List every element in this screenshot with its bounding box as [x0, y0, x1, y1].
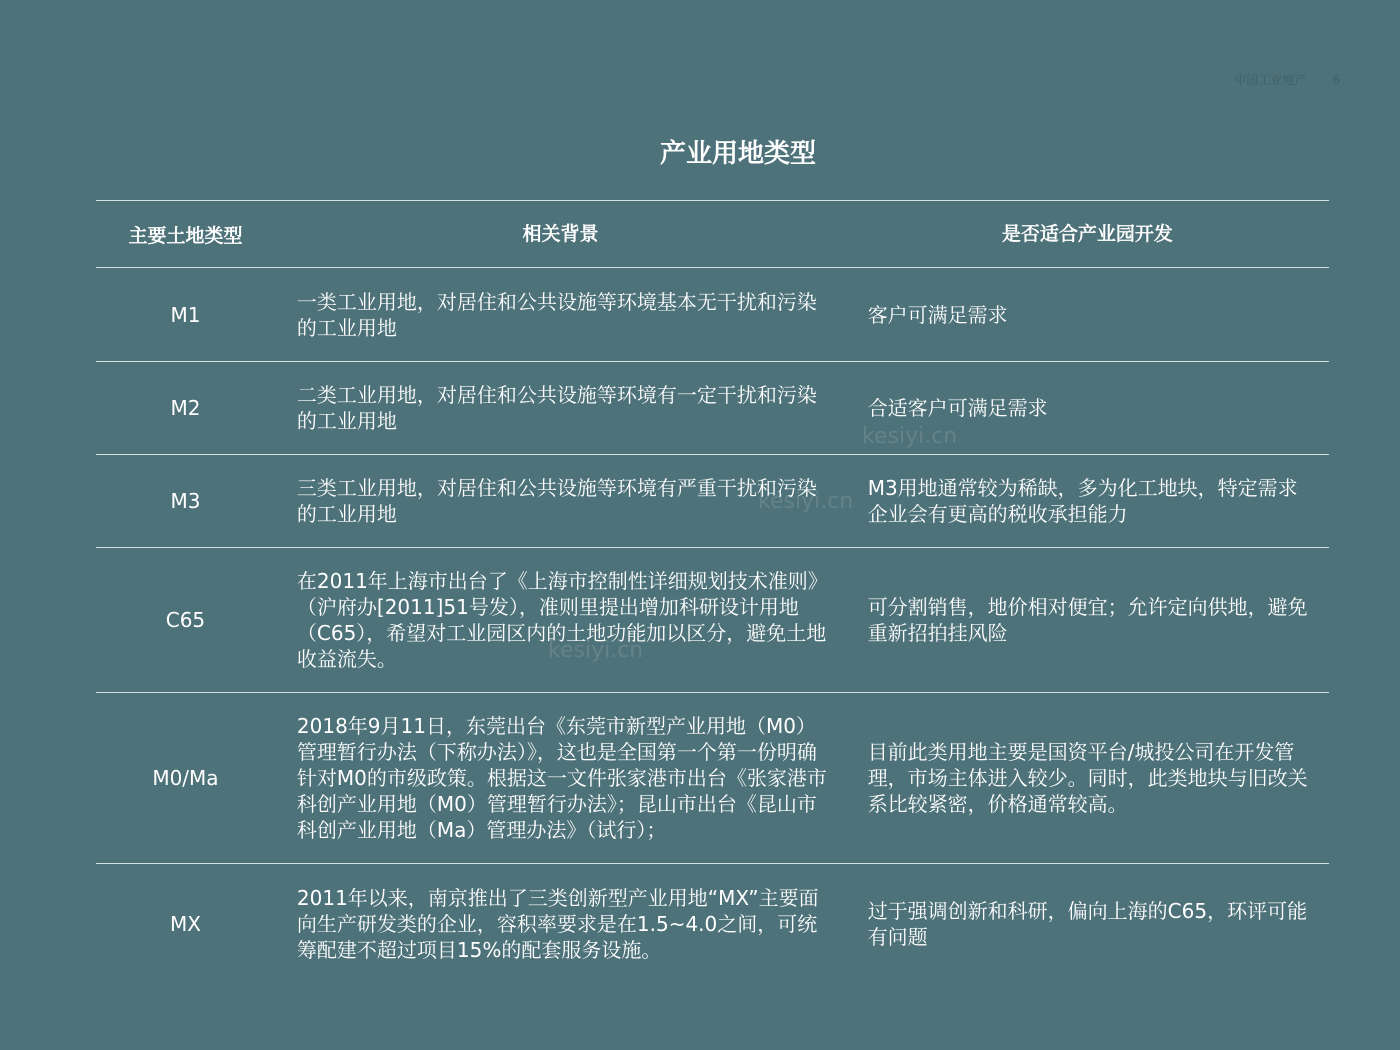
table-header-row	[96, 200, 1329, 267]
suitability-cell: 目前此类用地主要是国资平台/城投公司在开发管理，市场主体进入较少。同时，此类地块与旧改关系比较紧密，价格通常较高。	[867, 740, 1308, 816]
column-header-type: 主要土地类型	[128, 224, 243, 247]
table-row	[96, 454, 1329, 547]
background-cell: 一类工业用地，对居住和公共设施等环境基本无干扰和污染的工业用地	[296, 289, 817, 340]
land-type-cell: M2	[170, 396, 201, 420]
land-type-cell: M3	[170, 489, 201, 513]
watermark: kesiyi.cn	[862, 424, 958, 449]
suitability-cell: 合适客户可满足需求	[867, 396, 1048, 420]
page-title: 产业用地类型	[659, 139, 816, 169]
land-type-cell: M1	[170, 302, 201, 327]
table-row	[96, 692, 1329, 863]
table-row	[96, 267, 1329, 361]
watermark: kesiyi.cn	[758, 489, 854, 514]
column-header-background: 相关背景	[522, 223, 599, 245]
suitability-cell: 可分割销售，地价相对便宜；允许定向供地，避免重新招拍挂风险	[867, 595, 1308, 645]
table-row	[96, 547, 1329, 692]
background-cell: 二类工业用地，对居住和公共设施等环境有一定干扰和污染的工业用地	[296, 383, 817, 433]
suitability-cell: 过于强调创新和科研，偏向上海的C65，环评可能有问题	[867, 899, 1308, 949]
table-row	[96, 863, 1329, 984]
watermark: kesiyi.cn	[548, 638, 644, 663]
header-meta	[1234, 71, 1340, 88]
background-cell: 2018年9月11日，东莞出台《东莞市新型产业用地（M0）管理暂行办法（下称办法）》，这也是全国第一个第一份明确针对M0的市级政策。根据这一文件张家港市出台《张家港市科创产业用地（M0）管理暂行办法》；昆山市出台《昆山市科创产业用地（Ma）管理办法》（试行）；	[296, 714, 827, 842]
background-cell: 在2011年上海市出台了《上海市控制性详细规划技术准则》（沪府办[2011]51号发），准则里提出增加科研设计用地（C65），希望对工业园区内的土地功能加以区分，避免土地收益流失。	[296, 569, 827, 671]
land-type-cell: MX	[169, 912, 201, 936]
suitability-cell: M3用地通常较为稀缺，多为化工地块，特定需求企业会有更高的税收承担能力	[867, 476, 1298, 526]
source-label: 中国工业地产	[1234, 73, 1307, 87]
land-type-cell: C65	[165, 608, 206, 632]
column-header-suitability: 是否适合产业园开发	[1001, 223, 1173, 245]
table-row	[96, 361, 1329, 454]
land-type-table	[96, 200, 1329, 984]
background-cell: 2011年以来，南京推出了三类创新型产业用地“MX”主要面向生产研发类的企业，容积率要求是在1.5~4.0之间，可统筹配建不超过项目15%的配套服务设施。	[296, 886, 819, 962]
background-cell: 三类工业用地，对居住和公共设施等环境有严重干扰和污染的工业用地	[296, 476, 817, 526]
land-type-cell: M0/Ma	[152, 766, 219, 790]
page-number: 6	[1332, 72, 1340, 87]
suitability-cell: 客户可满足需求	[867, 302, 1008, 327]
